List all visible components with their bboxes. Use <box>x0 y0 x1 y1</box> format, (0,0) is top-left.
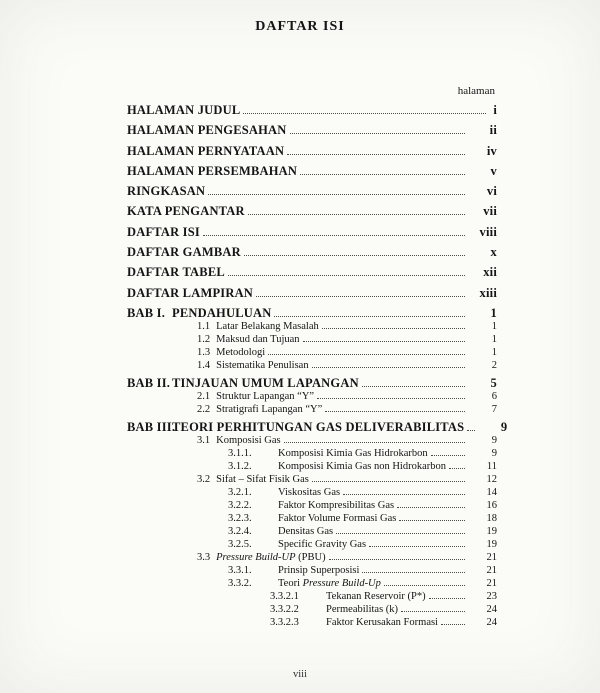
toc-subsection-number: 3.3.1. <box>228 564 252 576</box>
toc-section-title: Maksud dan Tujuan <box>216 333 300 345</box>
toc-entry-page: 16 <box>486 499 497 511</box>
toc-subsubsection-number: 3.3.2.3 <box>270 616 299 628</box>
toc-section-title: Struktur Lapangan “Y” <box>216 390 315 402</box>
toc-entry-page: 21 <box>486 551 497 563</box>
toc-subsection <box>127 486 497 499</box>
toc-subsection-number: 3.2.4. <box>228 525 252 537</box>
toc-subsubsection-title: Faktor Kerusakan Formasi <box>326 616 438 628</box>
dot-leader <box>329 559 465 560</box>
toc-section-number: 1.2 <box>197 333 211 345</box>
toc-entry-page: 12 <box>486 473 497 485</box>
toc-subsection-title: Komposisi Kimia Gas non Hidrokarbon <box>278 460 446 472</box>
toc-subsubsection <box>127 616 497 629</box>
toc-entry-page: 24 <box>486 603 497 615</box>
dot-leader <box>399 520 465 521</box>
toc-entry-page: 21 <box>486 564 497 576</box>
toc-section-title: Metodologi <box>216 346 266 358</box>
toc-subsection-number: 3.2.3. <box>228 512 252 524</box>
toc-entry-page: iv <box>486 143 497 158</box>
toc-chapter-number: BAB II. <box>127 375 171 390</box>
toc-chapter <box>127 307 497 320</box>
dot-leader <box>287 154 465 155</box>
toc-subsection-number: 3.2.1. <box>228 486 252 498</box>
toc-section-number: 3.2 <box>197 473 211 485</box>
toc-subsection-title: Komposisi Kimia Gas Hidrokarbon <box>278 447 428 459</box>
dot-leader <box>384 585 465 586</box>
dot-leader <box>362 386 465 387</box>
toc-entry-page: 1 <box>491 320 497 332</box>
toc-entry-page: 19 <box>486 538 497 550</box>
toc-chapter <box>127 377 497 390</box>
toc-section-number: 3.1 <box>197 434 211 446</box>
toc-entry-label: DAFTAR TABEL <box>127 265 225 280</box>
toc-subsubsection <box>127 590 497 603</box>
toc-section <box>127 320 497 333</box>
dot-leader <box>322 328 465 329</box>
toc-entry <box>127 165 497 178</box>
toc-entry-page: vii <box>483 204 497 219</box>
toc-section-number: 1.4 <box>197 359 211 371</box>
toc-entry-page: 9 <box>491 434 497 446</box>
toc-entry-page: 23 <box>486 590 497 602</box>
toc-entry <box>127 124 497 137</box>
dot-leader <box>256 296 465 297</box>
dot-leader <box>284 442 465 443</box>
toc-subsection-title: Viskositas Gas <box>278 486 341 498</box>
dot-leader <box>312 481 465 482</box>
toc-subsection-title: Faktor Volume Formasi Gas <box>278 512 397 524</box>
toc-entry-page: xii <box>483 265 497 280</box>
toc-content <box>127 85 508 629</box>
toc-section <box>127 403 497 416</box>
toc-entry <box>127 287 497 300</box>
toc-section <box>127 473 497 486</box>
toc-entry-page: 21 <box>486 577 497 589</box>
toc-section-number: 1.1 <box>197 320 211 332</box>
toc-entry <box>127 246 497 259</box>
toc-entry-label: HALAMAN JUDUL <box>127 103 241 117</box>
dot-leader <box>467 430 475 431</box>
toc-subsection <box>127 525 497 538</box>
toc-entry-page: 11 <box>486 460 497 472</box>
dot-leader <box>362 572 465 573</box>
toc-section-title: Sifat – Sifat Fisik Gas <box>216 473 309 485</box>
toc-entry-label: HALAMAN PERNYATAAN <box>127 143 285 158</box>
toc-entry-page: 2 <box>491 359 497 371</box>
footer-page-number: viii <box>292 669 307 680</box>
dot-leader <box>312 367 465 368</box>
toc-section <box>127 434 497 447</box>
dot-leader <box>228 275 465 276</box>
dot-leader <box>208 194 465 195</box>
toc-section <box>127 359 497 372</box>
toc-subsection-title: Densitas Gas <box>278 525 334 537</box>
toc-entry-page: 1 <box>490 305 497 320</box>
dot-leader <box>336 533 465 534</box>
toc-section-title: Komposisi Gas <box>216 434 281 446</box>
toc-entry-page: v <box>490 163 497 178</box>
toc-entry-page: vi <box>486 184 497 199</box>
toc-subsection-title: Prinsip Superposisi <box>278 564 360 576</box>
dot-leader <box>401 611 465 612</box>
dot-leader <box>369 546 465 547</box>
toc-entry-page: 19 <box>486 525 497 537</box>
dot-leader <box>317 398 465 399</box>
dot-leader <box>325 411 465 412</box>
toc-subsubsection <box>127 603 497 616</box>
toc-entry <box>127 205 497 218</box>
toc-entry-page: i <box>493 103 497 117</box>
toc-chapter <box>127 419 508 434</box>
page-column-label: halaman <box>457 85 495 97</box>
page-title: DAFTAR ISI <box>255 19 345 34</box>
toc-entry-page: 5 <box>490 375 497 390</box>
toc-section <box>127 333 497 346</box>
toc-subsection <box>127 564 497 577</box>
toc-entry-page: 7 <box>491 403 497 415</box>
toc-entry-page: xiii <box>479 285 497 300</box>
toc-section-title: Sistematika Penulisan <box>216 359 309 371</box>
toc-subsection <box>127 512 497 525</box>
toc-section-number: 2.2 <box>197 403 211 415</box>
toc-entry-label: HALAMAN PERSEMBAHAN <box>127 163 298 178</box>
toc-entry <box>127 145 497 158</box>
toc-section <box>127 551 497 564</box>
toc-section-number: 1.3 <box>197 346 211 358</box>
toc-subsection-number: 3.1.2. <box>228 460 252 472</box>
toc-entry-page: x <box>490 245 497 260</box>
toc-section-number: 3.3 <box>197 551 211 563</box>
toc-chapter-title: TINJAUAN UMUM LAPANGAN <box>172 375 359 390</box>
dot-leader <box>244 255 465 256</box>
toc-entry-label: KATA PENGANTAR <box>127 204 245 219</box>
toc-entry-page: 24 <box>486 616 497 628</box>
toc-entry-page: 14 <box>486 486 497 498</box>
toc-entry-page: 18 <box>486 512 497 524</box>
toc-section-title: Latar Belakang Masalah <box>216 320 319 332</box>
dot-leader <box>248 214 465 215</box>
dot-leader <box>268 354 465 355</box>
toc-subsection <box>127 499 497 512</box>
toc-entry-page: ii <box>489 123 497 138</box>
toc-section-number: 2.1 <box>197 390 211 402</box>
toc-subsection-title: Faktor Kompresibilitas Gas <box>278 499 395 511</box>
toc-entry-page: 9 <box>491 447 497 459</box>
toc-subsection-number: 3.2.2. <box>228 499 252 511</box>
dot-leader <box>441 624 465 625</box>
toc-entry <box>127 226 497 239</box>
dot-leader <box>449 468 465 469</box>
toc-subsection <box>127 538 497 551</box>
toc-entry-page: 9 <box>500 419 508 434</box>
toc-entry <box>127 104 497 117</box>
toc-chapter-number: BAB III. <box>127 419 176 434</box>
toc-subsection-title: Teori Pressure Build-Up <box>278 577 381 589</box>
toc-chapter-number: BAB I. <box>127 305 166 320</box>
toc-entry-label: DAFTAR ISI <box>127 224 200 239</box>
toc-entry-page: viii <box>479 224 497 239</box>
toc-subsection <box>127 460 497 473</box>
toc-chapter-title: PENDAHULUAN <box>172 305 272 320</box>
toc-entry <box>127 185 497 198</box>
toc-entry-label: DAFTAR GAMBAR <box>127 245 241 260</box>
toc-subsection-number: 3.2.5. <box>228 538 252 550</box>
dot-leader <box>290 133 465 134</box>
dot-leader <box>300 174 465 175</box>
dot-leader <box>243 113 486 114</box>
toc-subsection-number: 3.3.2. <box>228 577 252 589</box>
toc-section <box>127 390 497 403</box>
toc-entry <box>127 266 497 279</box>
toc-section <box>127 346 497 359</box>
toc-subsubsection-title: Tekanan Reservoir (P*) <box>326 590 426 602</box>
dot-leader <box>303 341 465 342</box>
toc-entry-page: 6 <box>491 390 497 402</box>
dot-leader <box>203 235 465 236</box>
toc-subsection <box>127 577 497 590</box>
dot-leader <box>343 494 465 495</box>
toc-entry-label: RINGKASAN <box>127 184 206 199</box>
toc-entry-label: DAFTAR LAMPIRAN <box>127 285 254 300</box>
toc-entry-label: HALAMAN PENGESAHAN <box>127 123 287 138</box>
toc-section-title: Pressure Build-UP (PBU) <box>216 551 326 563</box>
toc-subsubsection-title: Permeabilitas (k) <box>326 603 399 615</box>
toc-subsection <box>127 447 497 460</box>
toc-subsection-number: 3.1.1. <box>228 447 252 459</box>
dot-leader <box>431 455 465 456</box>
toc-section-title: Stratigrafi Lapangan “Y” <box>216 403 323 415</box>
toc-subsection-title: Specific Gravity Gas <box>278 538 367 550</box>
toc-subsubsection-number: 3.3.2.1 <box>270 590 299 602</box>
toc-entry-page: 1 <box>491 346 497 358</box>
toc-subsubsection-number: 3.3.2.2 <box>270 603 299 615</box>
dot-leader <box>397 507 465 508</box>
dot-leader <box>429 598 465 599</box>
toc-chapter-title: TEORI PERHITUNGAN GAS DELIVERABILITAS <box>172 419 465 434</box>
toc-entry-page: 1 <box>491 333 497 345</box>
dot-leader <box>274 316 465 317</box>
